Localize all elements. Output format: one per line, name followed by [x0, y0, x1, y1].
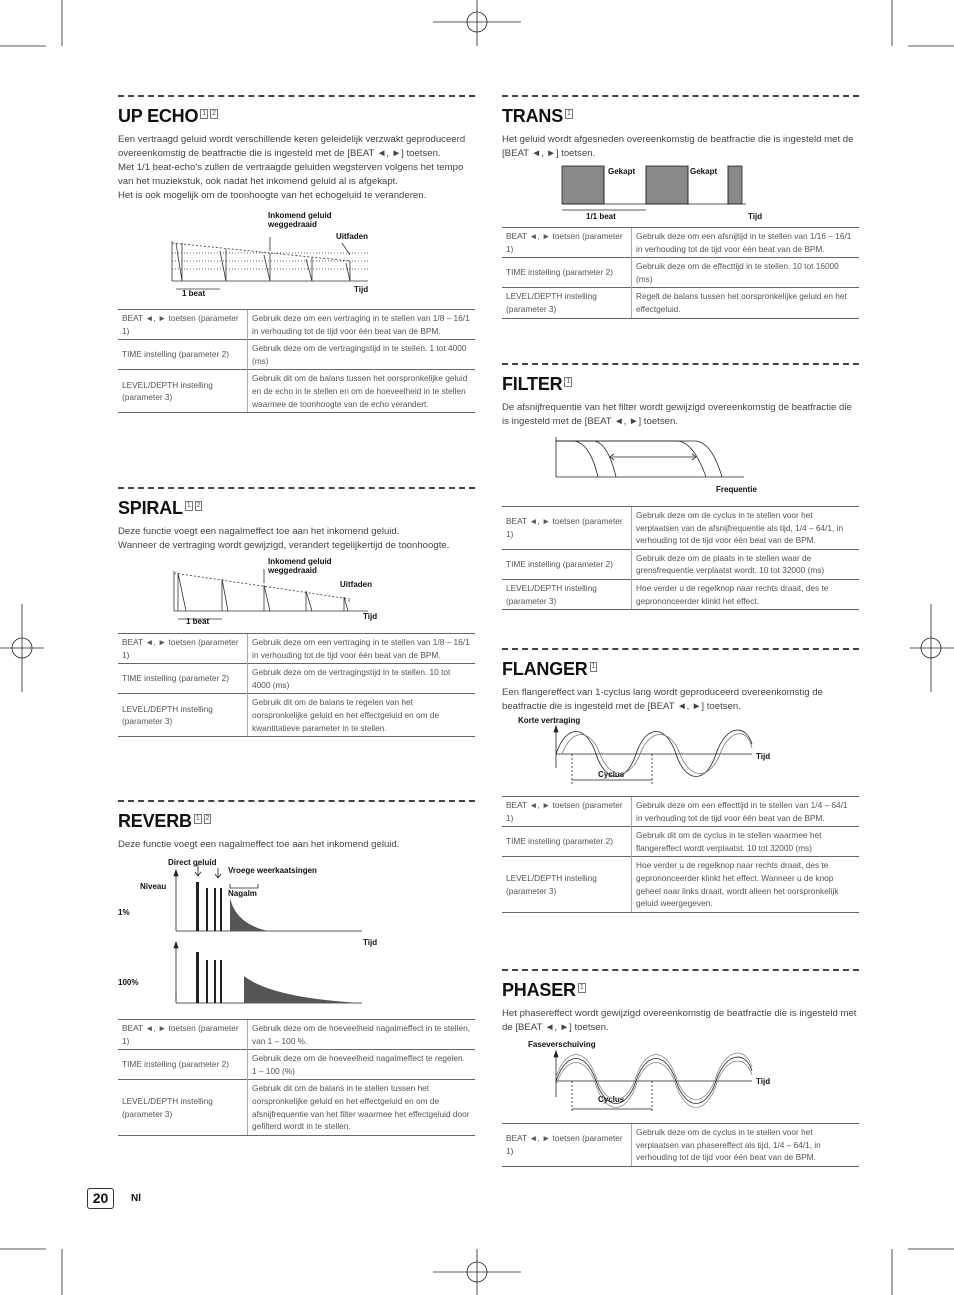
section-description: Deze functie voegt een nagalmeffect toe aan het inkomend geluid.	[118, 839, 400, 850]
spiral-waveform	[172, 565, 372, 625]
diagram-label: Gekapt	[690, 167, 718, 176]
table-row: BEAT ◄, ► toetsen (parameter 1) Gebruik deze om een afsnijtijd in te stellen van 1/16 – 16/1 in verhouding tot de tijd voor één beat van de BPM.	[502, 228, 859, 258]
trans-graph	[560, 164, 760, 214]
diagram-label: Uitfaden	[340, 580, 372, 589]
diagram-label: 100%	[118, 978, 139, 987]
section-title: TRANS 1	[502, 106, 571, 126]
section-divider	[502, 363, 859, 365]
filter-graph	[554, 435, 754, 491]
section-divider	[118, 800, 475, 802]
up-echo-diagram	[118, 203, 475, 303]
diagram-label: Tijd	[748, 212, 763, 221]
table-row: TIME instelling (parameter 2) Gebruik dit om de cyclus in te stellen waarmee het flangereffect wordt verplaatst. 10 tot 32000 (ms)	[502, 827, 859, 857]
echo-waveform	[170, 231, 370, 301]
table-row: BEAT ◄, ► toetsen (parameter 1) Gebruik deze om een vertraging in te stellen van 1/8 – 16/1 in verhouding tot de tijd voor één beat van de BPM.	[118, 310, 475, 340]
filter-section	[502, 363, 859, 610]
diagram-label: Vroege weerkaatsingen	[228, 866, 317, 875]
diagram-label: Faseverschuiving	[528, 1040, 596, 1049]
table-row: TIME instelling (parameter 2) Gebruik deze om de hoeveelheid nagalmeffect te regelen. 1 – 100 (%)	[118, 1050, 475, 1080]
parameter-table	[118, 633, 475, 737]
parameter-table	[502, 227, 859, 319]
section-title: UP ECHO 1 2	[118, 106, 216, 126]
section-title: PHASER 1	[502, 980, 584, 1000]
filter-diagram	[502, 429, 859, 504]
section-description: Een vertraagd geluid wordt verschillende keren geleidelijk verzwakt geproduceerd overeenkomstig de beatfractie die is ingesteld met de [BEAT ◄, ►] toetsen. Met 1/1 beat-echo's zullen de vertraagde geluiden wegsterven volgens het tempo van het muziekstuk, ook nadat het inkomend geluid al is afgekapt. Het is ook mogelijk om de toonhoogte van het echogeluid te veranderen.	[118, 134, 466, 201]
diagram-label: Direct geluid	[168, 858, 217, 867]
diagram-label: Nagalm	[228, 889, 257, 898]
table-row: TIME instelling (parameter 2) Gebruik deze om de vertragingstijd in te stellen. 10 tot 4000 (ms)	[118, 664, 475, 694]
section-divider	[502, 95, 859, 97]
reverb-diagram	[118, 852, 475, 1017]
language-code: Nl	[131, 1193, 141, 1204]
section-description: Het phasereffect wordt gewijzigd overeenkomstig de beatfractie die is ingesteld met de [BEAT ◄, ►] toetsen.	[502, 1008, 857, 1033]
section-divider	[118, 487, 475, 489]
diagram-label: Inkomend geluid weggedraaid	[268, 211, 332, 229]
phaser-section	[502, 969, 859, 1167]
table-row: BEAT ◄, ► toetsen (parameter 1) Gebruik deze om de hoeveelheid nagalmeffect in te stellen, van 1 – 100 %.	[118, 1020, 475, 1050]
flanger-graph	[552, 724, 762, 796]
diagram-label: Tijd	[363, 612, 378, 621]
diagram-label: Tijd	[354, 285, 369, 294]
section-title: SPIRAL 1 2	[118, 498, 201, 518]
flanger-section	[502, 648, 859, 913]
diagram-label: 1 beat	[182, 289, 206, 298]
trans-diagram	[502, 161, 859, 225]
diagram-label: Frequentie	[716, 485, 757, 494]
diagram-label: Tijd	[756, 1077, 771, 1086]
parameter-table	[502, 796, 859, 913]
section-divider	[502, 969, 859, 971]
diagram-label: 1%	[118, 908, 130, 917]
table-row: BEAT ◄, ► toetsen (parameter 1) Gebruik deze om een effecttijd in te stellen van 1/4 – 64/1 in verhouding tot de tijd voor één beat van de BPM.	[502, 797, 859, 827]
section-title: REVERB 1 2	[118, 811, 210, 831]
parameter-table	[118, 309, 475, 413]
section-description: De afsnijfrequentie van het filter wordt gewijzigd overeenkomstig de beatfractie die is ingesteld met de [BEAT ◄, ►] toetsen.	[502, 402, 852, 427]
up-echo-section	[118, 95, 475, 413]
table-row: TIME instelling (parameter 2) Gebruik deze om de vertragingstijd in te stellen. 1 tot 4000 (ms)	[118, 340, 475, 370]
section-description: Deze functie voegt een nagalmeffect toe aan het inkomend geluid. Wanneer de vertraging wordt gewijzigd, verandert tegelijkertijd de toonhoogte.	[118, 526, 450, 551]
parameter-table	[502, 1123, 859, 1167]
parameter-table	[502, 506, 859, 610]
table-row: TIME instelling (parameter 2) Gebruik deze om de effecttijd in te stellen. 10 tot 16000 (ms)	[502, 258, 859, 288]
section-title: FLANGER 1	[502, 659, 596, 679]
diagram-label: Korte vertraging	[518, 716, 581, 725]
diagram-label: Tijd	[363, 938, 378, 947]
spiral-section	[118, 487, 475, 737]
diagram-label: Inkomend geluid weggedraaid	[268, 557, 332, 575]
table-row: BEAT ◄, ► toetsen (parameter 1) Gebruik deze om de cyclus in te stellen voor het verplaatsen van de afsnijfrequentie als tijd, 1/4 – 64/1, in verhouding tot de tijd voor één beat van de BPM.	[502, 507, 859, 550]
diagram-label: Cyclus	[598, 770, 625, 779]
diagram-label: Gekapt	[608, 167, 636, 176]
table-row: LEVEL/DEPTH instelling (parameter 3) Gebruik dit om de balans te regelen van het oorspronkelijke geluid en het effectgeluid en om de kwantitatieve parameter in te stellen.	[118, 694, 475, 737]
table-row: LEVEL/DEPTH instelling (parameter 3) Hoe verder u de regelknop naar rechts draait, des te geprononceerder klinkt het effect. Wanneer u de knop geheel naar links draait, wordt alleen het oorspronkelijk geluid weergegeven.	[502, 857, 859, 912]
table-row: BEAT ◄, ► toetsen (parameter 1) Gebruik deze om een vertraging in te stellen van 1/8 – 16/1 in verhouding tot de tijd voor één beat van de BPM.	[118, 634, 475, 664]
spiral-diagram	[118, 553, 475, 631]
diagram-label: Tijd	[756, 752, 771, 761]
diagram-label: Uitfaden	[336, 232, 368, 241]
section-divider	[118, 95, 475, 97]
section-title: FILTER 1	[502, 374, 571, 394]
table-row: LEVEL/DEPTH instelling (parameter 3) Hoe verder u de regelknop naar rechts draait, des te geprononceerder klinkt het effect.	[502, 579, 859, 609]
parameter-table	[118, 1019, 475, 1136]
diagram-label: Cyclus	[598, 1095, 625, 1104]
phaser-diagram	[502, 1035, 859, 1121]
flanger-diagram	[502, 714, 859, 794]
page-number: 20	[87, 1188, 114, 1209]
table-row: TIME instelling (parameter 2) Gebruik deze om de plaats in te stellen waar de grensfrequentie verplaatst wordt. 10 tot 32000 (ms)	[502, 549, 859, 579]
table-row: BEAT ◄, ► toetsen (parameter 1) Gebruik deze om de cyclus in te stellen voor het verplaatsen van phasereffect als tijd, 1/4 – 64/1, in verhouding tot de tijd voor één beat van de BPM.	[502, 1124, 859, 1167]
section-divider	[502, 648, 859, 650]
table-row: LEVEL/DEPTH instelling (parameter 3) Gebruik dit om de balans tussen het oorspronkelijke geluid en de echo in te stellen en om de hoeveelheid in te stellen waarmee de toonhoogte van de echo verandert.	[118, 370, 475, 413]
diagram-label: 1/1 beat	[586, 212, 616, 221]
section-description: Een flangereffect van 1-cyclus lang wordt geproduceerd overeenkomstig de beatfractie die is ingesteld met de [BEAT ◄, ►] toetsen.	[502, 687, 823, 712]
phaser-graph	[552, 1049, 762, 1121]
section-description: Het geluid wordt afgesneden overeenkomstig de beatfractie die is ingesteld met de [BEAT ◄, ►] toetsen.	[502, 134, 854, 159]
diagram-label: 1 beat	[186, 617, 210, 626]
table-row: LEVEL/DEPTH instelling (parameter 3) Gebruik dit om de balans in te stellen tussen het oorspronkelijke geluid en het effectgeluid en om de afsnijfrequentie van het filter waarmee het effectgeluid door gefilterd wordt in te stellen.	[118, 1080, 475, 1135]
reverb-graph	[172, 864, 372, 1014]
trans-section	[502, 95, 859, 319]
reverb-section	[118, 800, 475, 1136]
table-row: LEVEL/DEPTH instelling (parameter 3) Regelt de balans tussen het oorspronkelijke geluid en het effectgeluid.	[502, 288, 859, 318]
diagram-label: Niveau	[140, 882, 167, 891]
